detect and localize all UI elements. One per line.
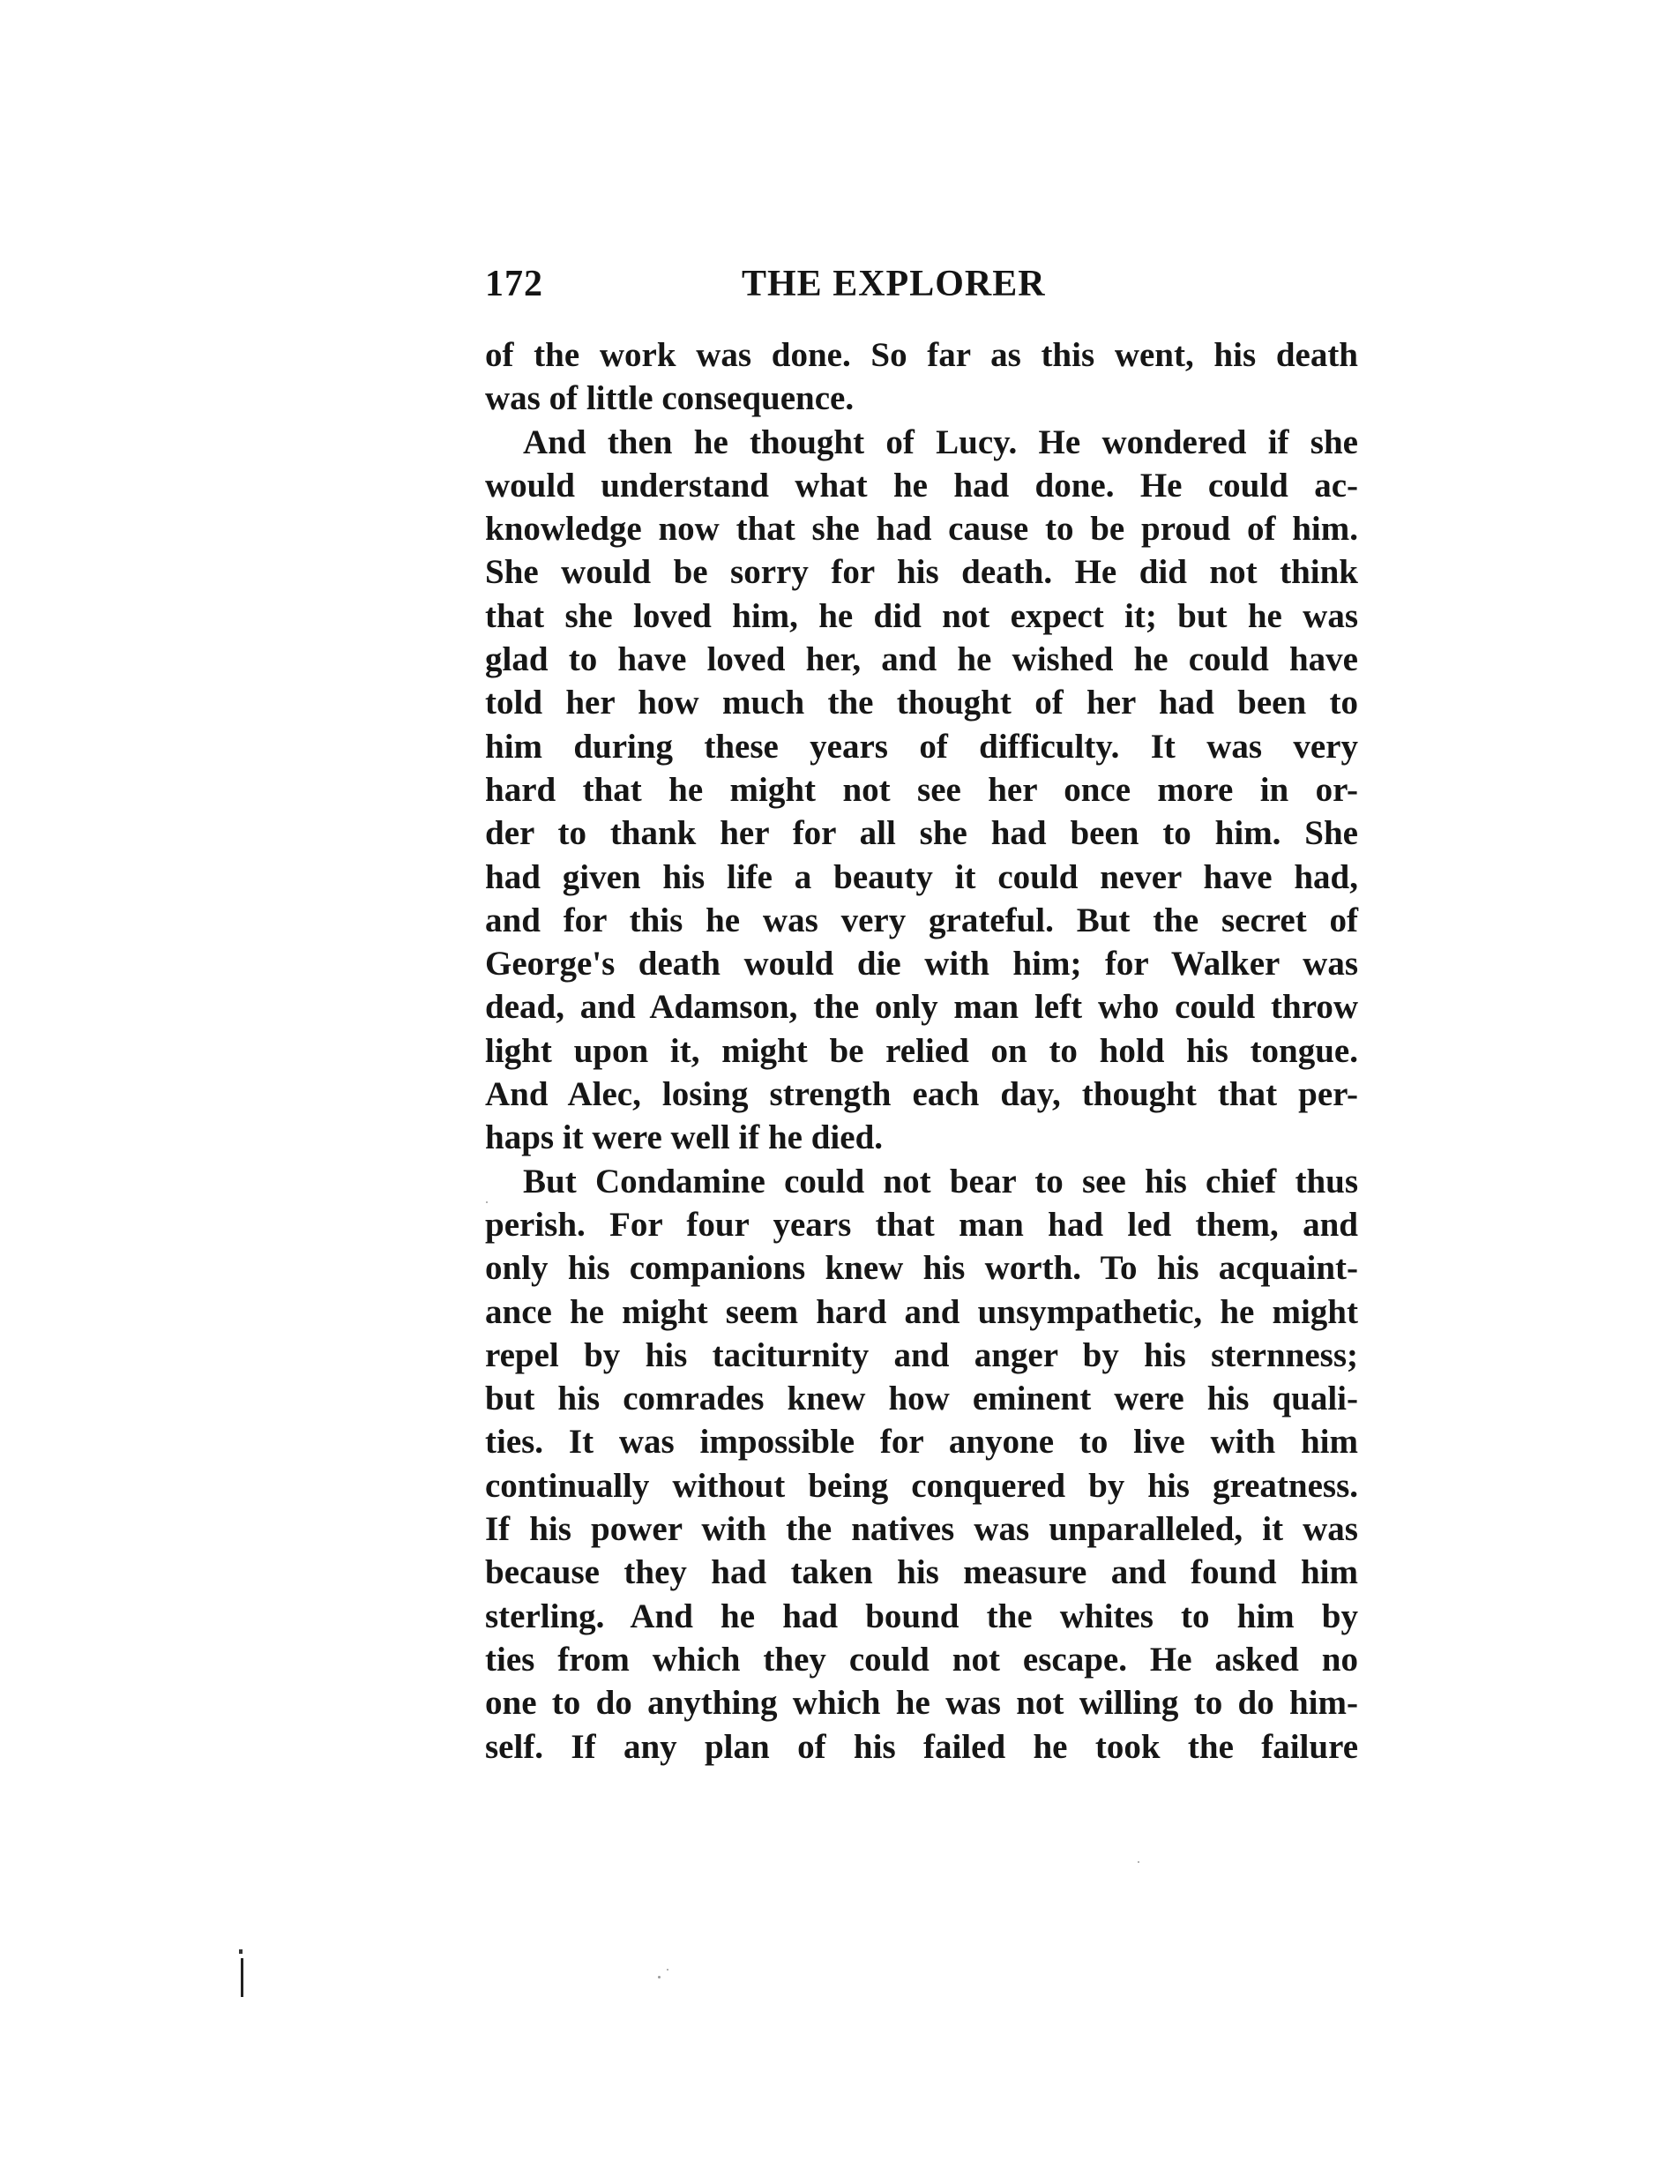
text-line: haps it were well if he died. bbox=[485, 1118, 884, 1157]
text-line: knowledge now that she had cause to be proud of him. bbox=[485, 510, 1358, 549]
scan-speck bbox=[1138, 1861, 1139, 1863]
text-line: perish. For four years that man had led them, and bbox=[485, 1205, 1358, 1244]
text-line: And Alec, losing strength each day, thought that per- bbox=[485, 1075, 1358, 1114]
text-line: If his power with the natives was unparalleled, it was bbox=[485, 1510, 1358, 1549]
text-line: had given his life a beauty it could never have had, bbox=[485, 857, 1358, 896]
text-line: George's death would die with him; for Walker was bbox=[485, 945, 1358, 984]
text-line: told her how much the thought of her had been to bbox=[485, 684, 1358, 722]
text-line: because they had taken his measure and found him bbox=[485, 1553, 1358, 1592]
text-line: And then he thought of Lucy. He wondered if she bbox=[523, 423, 1358, 461]
text-line: ties from which they could not escape. He asked no bbox=[485, 1640, 1358, 1679]
text-line: would understand what he had done. He could ac- bbox=[485, 466, 1358, 505]
scan-speck bbox=[486, 1201, 488, 1203]
text-line: continually without being conquered by his greatness. bbox=[485, 1466, 1358, 1505]
body-text bbox=[485, 333, 1358, 1769]
text-line: dead, and Adamson, the only man left who could throw bbox=[485, 988, 1358, 1027]
text-line: glad to have loved her, and he wished he could have bbox=[485, 640, 1358, 679]
text-line: But Condamine could not bear to see his chief thus bbox=[523, 1162, 1358, 1200]
text-line: light upon it, might be relied on to hold his tongue. bbox=[485, 1031, 1358, 1070]
text-line: but his comrades knew how eminent were his quali- bbox=[485, 1380, 1358, 1418]
text-line: only his companions knew his worth. To his acquaint- bbox=[485, 1249, 1358, 1288]
text-line: ties. It was impossible for anyone to live with him bbox=[485, 1423, 1358, 1462]
text-line: was of little consequence. bbox=[485, 379, 855, 418]
text-line: She would be sorry for his death. He did not think bbox=[485, 553, 1358, 592]
margin-scan-mark bbox=[239, 1949, 244, 1999]
text-line: one to do anything which he was not willing to do him- bbox=[485, 1684, 1358, 1723]
page-number: 172 bbox=[485, 264, 543, 304]
scan-speck bbox=[658, 1976, 661, 1978]
text-line: him during these years of difficulty. It was very bbox=[485, 727, 1358, 766]
text-line: der to thank her for all she had been to him. She bbox=[485, 814, 1358, 853]
text-line: ance he might seem hard and unsympathetic, he might bbox=[485, 1292, 1358, 1331]
text-line: self. If any plan of his failed he took the failure bbox=[485, 1727, 1358, 1766]
scan-mark-bar bbox=[241, 1958, 243, 1997]
scan-mark-tick bbox=[239, 1949, 243, 1954]
text-line: of the work was done. So far as this went, his death bbox=[485, 336, 1358, 374]
running-title: THE EXPLORER bbox=[742, 264, 1046, 304]
running-header bbox=[485, 263, 1367, 316]
text-line: sterling. And he had bound the whites to him by bbox=[485, 1597, 1358, 1635]
text-line: that she loved him, he did not expect it; but he was bbox=[485, 596, 1358, 635]
text-line: repel by his taciturnity and anger by his sternness; bbox=[485, 1335, 1358, 1374]
text-line: and for this he was very grateful. But the secret of bbox=[485, 901, 1358, 939]
text-line: hard that he might not see her once more in or- bbox=[485, 770, 1358, 809]
scan-speck bbox=[667, 1969, 668, 1971]
